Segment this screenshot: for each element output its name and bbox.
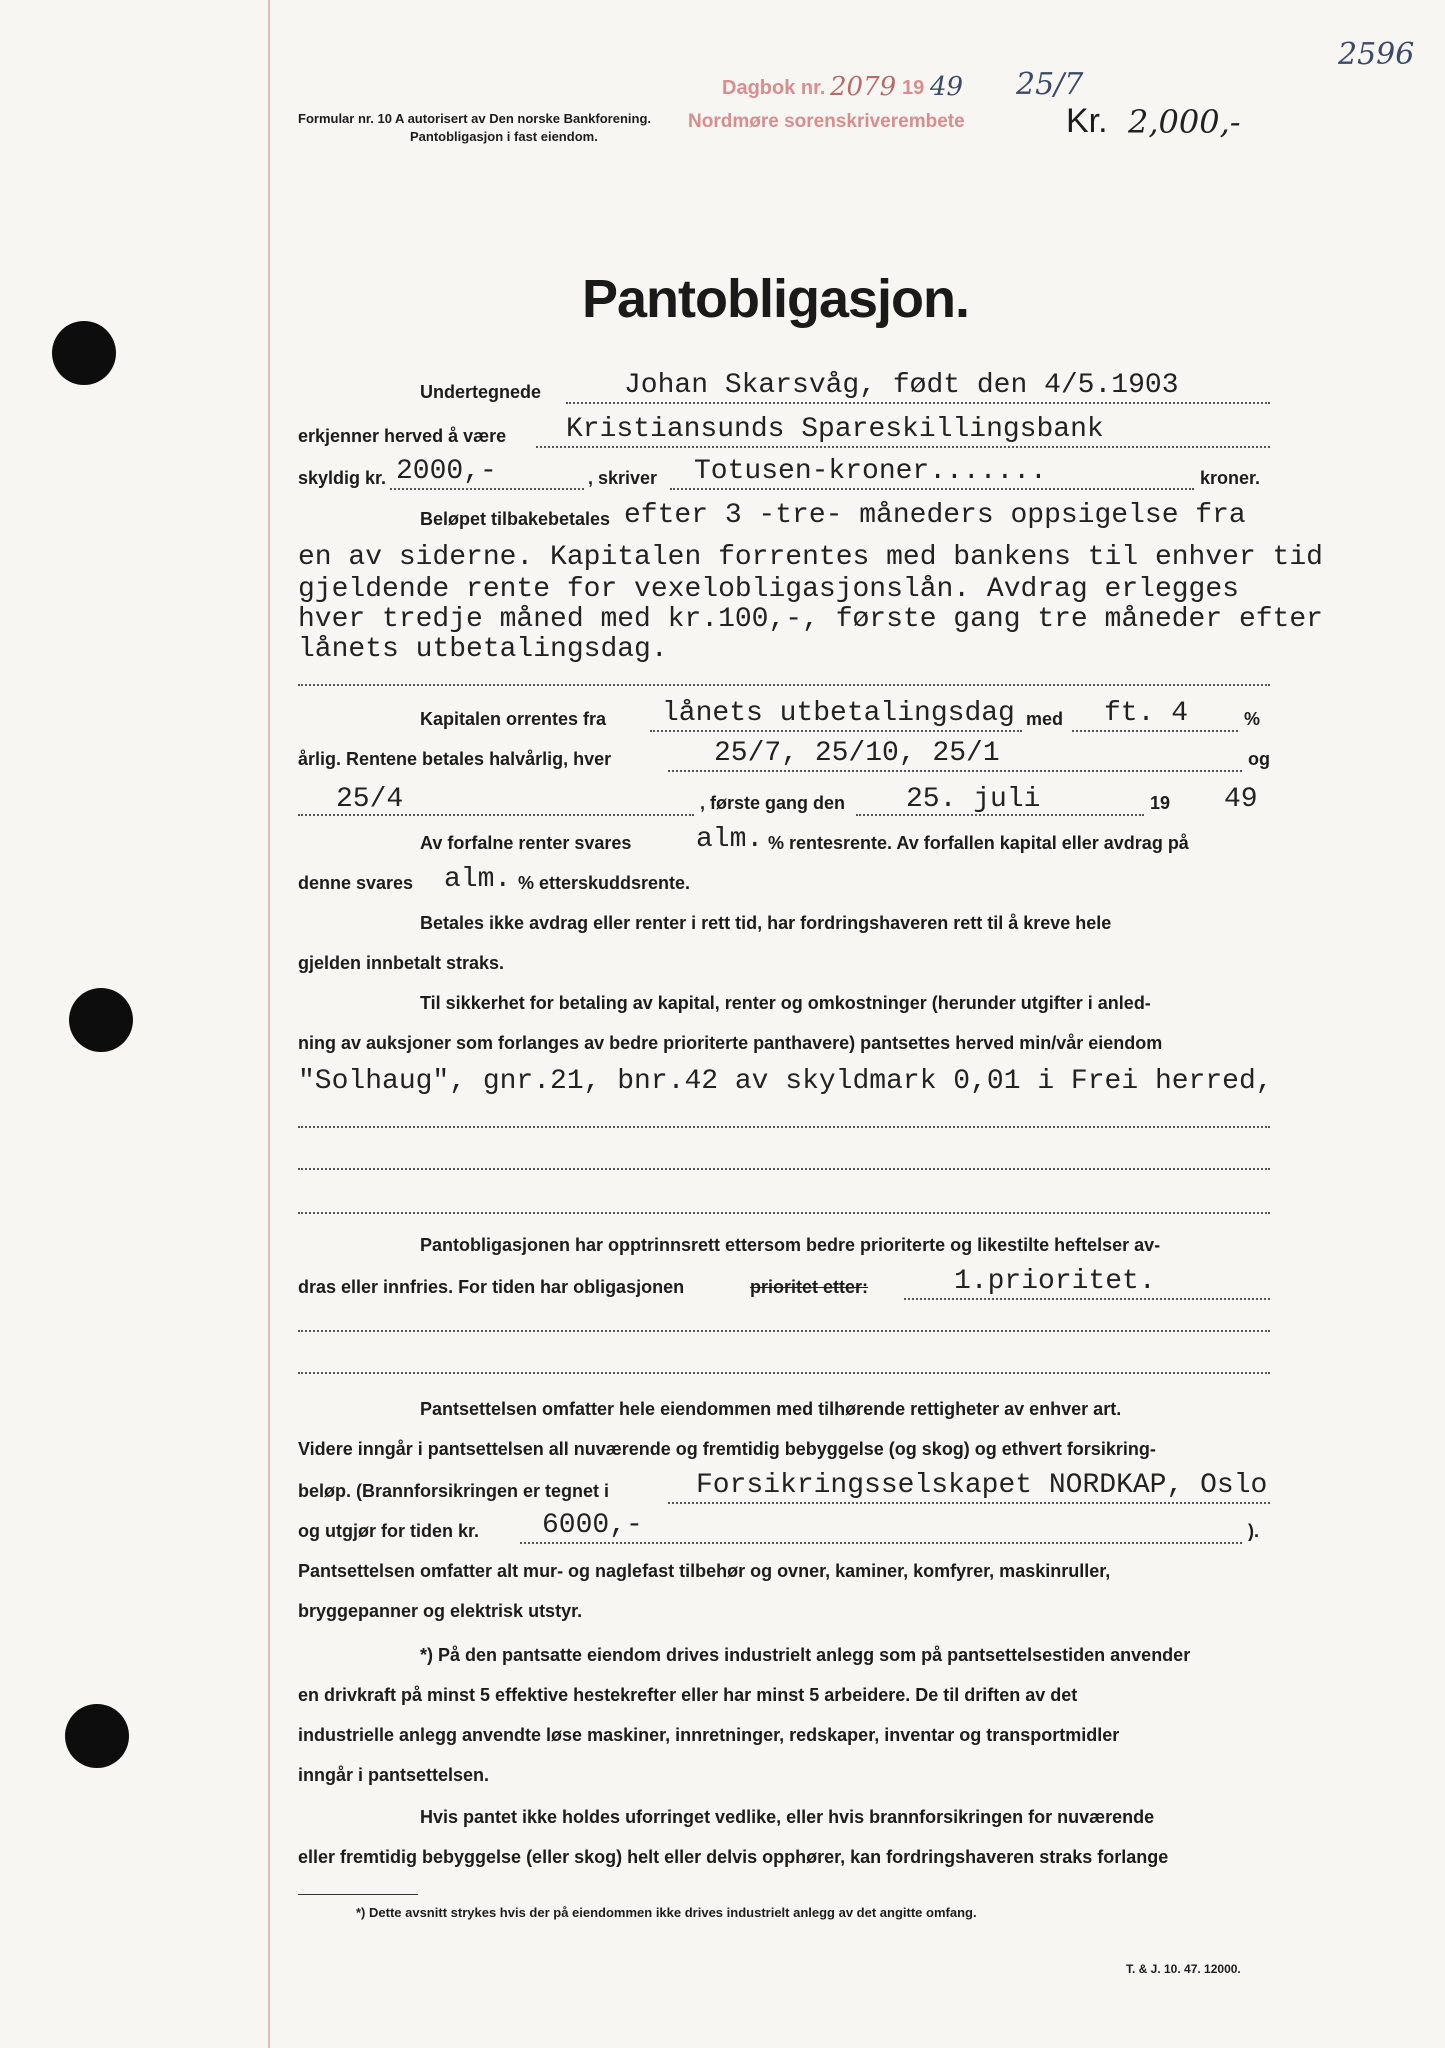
- punch-hole-icon: [52, 321, 116, 385]
- insurer-value: Forsikringsselskapet NORDKAP, Oslo: [696, 1470, 1268, 1501]
- rentesrente-value: alm.: [696, 824, 764, 855]
- kapitalen-label: Kapitalen orrentes fra: [420, 709, 607, 729]
- undertegnede-label: Undertegnede: [420, 382, 542, 402]
- stamp-year-prefix: 19: [902, 77, 925, 99]
- stamp-court-office: Nordmøre sorenskriverembete: [688, 111, 965, 132]
- percent-label: %: [1244, 709, 1261, 729]
- undertegnede-value: Johan Skarsvåg, født den 4/5.1903: [624, 370, 1179, 401]
- insurance-amount: 6000,-: [542, 1510, 643, 1541]
- belopet-line-4: hver tredje måned med kr.100,-, første gang tre måneder efter: [298, 604, 1323, 635]
- footnote-rule: [298, 1894, 418, 1895]
- dotted-line: [904, 1298, 1270, 1300]
- year-value: 49: [1224, 784, 1258, 815]
- dotted-line: [1072, 730, 1238, 732]
- document-title: Pantobligasjon.: [582, 269, 970, 329]
- punch-hole-icon: [65, 1704, 129, 1768]
- prioritet-struck: prioritet etter:: [750, 1277, 869, 1297]
- pants-line-6: bryggepanner og elektrisk utstyr.: [298, 1601, 583, 1621]
- pants-line-2: Videre inngår i pantsettelsen all nuværende og fremtidig bebyggelse (og skog) og ethvert forsikring-: [298, 1439, 1156, 1459]
- skriver-label: , skriver: [588, 468, 658, 488]
- industry-line-1: *) På den pantsatte eiendom drives industrielt anlegg som på pantsettelsestiden anvender: [420, 1645, 1191, 1665]
- page-number: 2596: [1338, 37, 1415, 72]
- belopet-line-1: efter 3 -tre- måneders oppsigelse fra: [624, 500, 1246, 531]
- form-line-2: Pantobligasjon i fast eiendom.: [410, 129, 598, 144]
- av-forfalne-label: Av forfalne renter svares: [420, 833, 632, 853]
- skyldig-label: skyldig kr.: [298, 468, 387, 488]
- betales-line-2: gjelden innbetalt straks.: [298, 953, 505, 973]
- dotted-line: [520, 1542, 1242, 1544]
- rentesrente-label: % rentesrente. Av forfallen kapital eller avdrag på: [768, 833, 1189, 853]
- close-paren: ).: [1248, 1521, 1259, 1541]
- dotted-line: [298, 1330, 1270, 1332]
- kapitalen-value: lånets utbetalingsdag: [662, 698, 1015, 729]
- industry-line-4: inngår i pantsettelsen.: [298, 1765, 490, 1785]
- industry-line-2: en drivkraft på minst 5 effektive hestekrefter eller har minst 5 arbeidere. De til driften av det: [298, 1685, 1078, 1705]
- pants-line-5: Pantsettelsen omfatter alt mur- og naglefast tilbehør og ovner, kaminer, komfyrer, maskinruller,: [298, 1561, 1111, 1581]
- sikkerhet-line-1: Til sikkerhet for betaling av kapital, renter og omkostninger (herunder utgifter i anled-: [420, 993, 1151, 1013]
- hvis-line-2: eller fremtidig bebyggelse (eller skog) helt eller delvis opphører, kan fordringshaveren straks forlange: [298, 1847, 1169, 1867]
- printer-mark: T. & J. 10. 47. 12000.: [1126, 1962, 1241, 1976]
- kroner-label: kroner.: [1200, 468, 1261, 488]
- property-value: "Solhaug", gnr.21, bnr.42 av skyldmark 0,01 i Frei herred,: [298, 1066, 1273, 1097]
- etterskudd-label: % etterskuddsrente.: [518, 873, 691, 893]
- opptrinn-line-1: Pantobligasjonen har opptrinnsrett ettersom bedre prioriterte og likestilte heftelser av-: [420, 1235, 1161, 1255]
- footnote: *) Dette avsnitt strykes hvis der på eiendommen ikke drives industrielt anlegg av det angitte omfang.: [356, 1905, 977, 1920]
- kr-label: Kr.: [1066, 102, 1108, 140]
- prioritet-value: 1.prioritet.: [954, 1266, 1156, 1297]
- sikkerhet-line-2: ning av auksjoner som forlanges av bedre prioriterte panthavere) pantsettes herved min/vår eiendom: [298, 1033, 1163, 1053]
- margin-line: [268, 0, 270, 2048]
- pants-line-3: beløp. (Brannforsikringen er tegnet i: [298, 1481, 610, 1501]
- forste-gang-value: 25. juli: [906, 784, 1041, 815]
- dotted-line: [856, 814, 1144, 816]
- form-line-1: Formular nr. 10 A autorisert av Den norske Bankforening.: [298, 111, 652, 126]
- erkjenner-value: Kristiansunds Spareskillingsbank: [566, 414, 1104, 445]
- industry-line-3: industrielle anlegg anvendte løse maskiner, innretninger, redskaper, inventar og transportmidler: [298, 1725, 1120, 1745]
- dotted-line: [668, 1502, 1270, 1504]
- belopet-label: Beløpet tilbakebetales: [420, 509, 611, 529]
- term4-value: 25/4: [336, 784, 404, 815]
- dotted-line: [298, 1372, 1270, 1374]
- dotted-line: [298, 1126, 1270, 1128]
- opptrinn-line-2: dras eller innfries. For tiden har obligasjonen: [298, 1277, 685, 1297]
- dotted-line: [298, 1168, 1270, 1170]
- belopet-line-5: lånets utbetalingsdag.: [298, 634, 668, 665]
- punch-hole-icon: [69, 988, 133, 1052]
- kr-amount: 2,000,-: [1128, 103, 1241, 141]
- dotted-line: [390, 488, 584, 490]
- dagbok-number: 2079: [830, 72, 897, 102]
- dotted-line: [298, 1212, 1270, 1214]
- pants-line-4: og utgjør for tiden kr.: [298, 1521, 479, 1541]
- stamp-dagbok-label: Dagbok nr.: [722, 77, 826, 99]
- dotted-line: [298, 684, 1270, 686]
- med-label: med: [1026, 709, 1064, 729]
- date-handwritten: 25/7: [1016, 67, 1084, 102]
- forste-gang-label: , første gang den: [700, 793, 846, 813]
- belopet-line-2: en av siderne. Kapitalen forrentes med bankens til enhver tid: [298, 542, 1323, 573]
- erkjenner-label: erkjenner herved å være: [298, 426, 507, 446]
- skriver-value: Totusen-kroner.......: [694, 456, 1047, 487]
- terms-value: 25/7, 25/10, 25/1: [714, 738, 1000, 769]
- dotted-line: [668, 770, 1242, 772]
- dotted-line: [566, 402, 1270, 404]
- etterskudd-value: alm.: [444, 864, 512, 895]
- belopet-line-3: gjeldende rente for vexelobligasjonslån. Avdrag erlegges: [298, 574, 1239, 605]
- denne-label: denne svares: [298, 873, 414, 893]
- skyldig-value: 2000,-: [396, 456, 497, 487]
- arlig-label: årlig. Rentene betales halvårlig, hver: [298, 749, 612, 769]
- dotted-line: [650, 730, 1022, 732]
- year-handwritten: 49: [930, 72, 964, 102]
- rate-value: ft. 4: [1104, 698, 1189, 729]
- dotted-line: [670, 488, 1194, 490]
- dotted-line: [298, 814, 694, 816]
- betales-line-1: Betales ikke avdrag eller renter i rett tid, har fordringshaveren rett til å kreve hele: [420, 913, 1112, 933]
- pants-line-1: Pantsettelsen omfatter hele eiendommen med tilhørende rettigheter av enhver art.: [420, 1399, 1122, 1419]
- hvis-line-1: Hvis pantet ikke holdes uforringet vedlike, eller hvis brannforsikringen for nuværende: [420, 1807, 1155, 1827]
- og-label: og: [1248, 749, 1270, 769]
- year-prefix: 19: [1150, 793, 1171, 813]
- dotted-line: [536, 446, 1270, 448]
